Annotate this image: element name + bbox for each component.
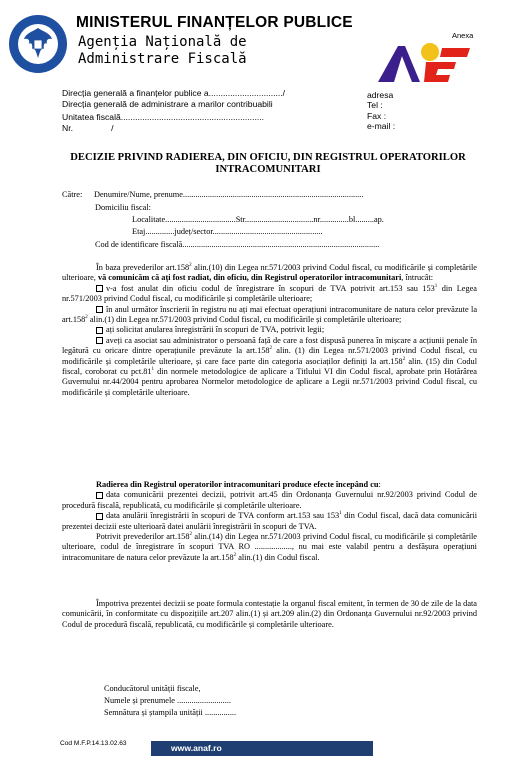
effects-section	[62, 480, 477, 563]
reason-item: aveți ca asociat sau administrator o persoană față de care a fost dispusă punerea în mișcare a acțiunii penale în legătură cu oricare dintre operațiunile prevăzute la art.158$^2$ alin. (1) din Legea nr.571/2003 privind Codul fiscal, cu modificările și completările ulterioare, și care face parte din categoria asociaților definiți la art.158$^2$ alin. (15) din Codul fiscal, coroborat cu $pct.81^1$ din normele metodologice de aplicare a Titlului VI din Codul fiscal, aprobate prin Hotărârea Guvernului nr.44/2004 pentru aprobarea Normelor metodologice de aplicare a Legii nr.571/2003 privind Codul fiscal, cu modificările și completările ulterioare.	[62, 335, 477, 397]
fiscal-unit-line: Unitatea fiscală............................................................	[62, 112, 265, 122]
direction-line-1: Direcția generală a finanțelor publice a.............................../	[62, 88, 286, 98]
website-bar	[151, 741, 373, 756]
contact-phone: Tel :	[367, 100, 383, 110]
agency-name-line1: Agenția Națională de	[78, 34, 247, 50]
annex-label: Anexa	[452, 31, 474, 40]
effect-item: data comunicării prezentei decizii, potrivit art.45 din Ordonanța Guvernului nr.92/2003 privind Codul de procedură fiscală, republicată, cu modificările și completările ulterioare.	[62, 490, 477, 510]
checkbox-icon	[96, 513, 103, 520]
checkbox-icon	[96, 327, 103, 334]
ministry-title: MINISTERUL FINANȚELOR PUBLICE	[76, 14, 353, 31]
effect-item: data anulării înregistrării în scopuri de TVA conform art.153 sau $153^1$ din Codul fiscal, dacă data comunicării prezentei decizii este ulterioară datei anulării înregistrării în scopuri de TVA.	[62, 511, 477, 531]
address-locality-line: Localitate..................................Str.................................nr..............bl.........ap.	[132, 215, 384, 224]
reasons-section	[62, 263, 477, 398]
checkbox-icon	[96, 306, 103, 313]
signature-stamp-line: Semnătura și ștampila unității ...............	[104, 708, 237, 717]
effects-heading: Radierea din Registrul operatorilor intracomunitari produce efecte începând cu:	[96, 480, 381, 489]
direction-line-2: Direcția generală de administrare a marilor contribuabili	[62, 99, 273, 109]
fiscal-domicile-label: Domiciliu fiscal:	[95, 203, 151, 212]
document-title	[62, 152, 474, 176]
recipient-label: Către:	[62, 190, 83, 199]
intro-paragraph: În baza prevederilor art.158$^2$ alin.(10) din Legea nr.571/2003 privind Codul fiscal, cu modificările și completările ulterioare, vă comunicăm că ați fost radiat, din oficiu, din Registrul operatorilor intracomunitari, întrucât:	[62, 263, 477, 283]
contact-fax: Fax :	[367, 111, 387, 121]
contact-address: adresa	[367, 90, 394, 100]
signature-name-line: Numele și prenumele ..........................	[104, 696, 231, 705]
agency-name-line2: Administrare Fiscală	[78, 51, 247, 67]
reason-item: ați solicitat anularea înregistrării în scopuri de TVA, potrivit legii;	[62, 325, 477, 335]
contact-email: e-mail :	[367, 121, 396, 131]
checkbox-icon	[96, 285, 103, 292]
form-code: Cod M.F.P.14.13.02.63	[60, 740, 127, 747]
checkbox-icon	[96, 492, 103, 499]
appeal-section	[62, 599, 477, 630]
anaf-logo	[372, 40, 472, 86]
reason-item: v-a fost anulat din oficiu codul de înregistrare în scopuri de TVA potrivit art.153 sau $153^1$ din Legea nr.571/2003 privind Codul fiscal, cu modificările și completările ulterioare;	[62, 283, 477, 304]
appeal-paragraph: Împotriva prezentei decizii se poate formula contestație la organul fiscal emitent, în termen de 30 de zile de la data comunicării, în conformitate cu dispozițiile art.207 alin.(1) și art.209 alin.(2) din Ordonanța Guvernului nr.92/2003 privind Codul de procedură fiscală, republicată, cu modificările și completările ulterioare.	[62, 599, 477, 629]
fiscal-id-line: Cod de identificare fiscală...............................................................................................	[95, 240, 380, 249]
website-link[interactable]: www.anaf.ro	[171, 743, 222, 753]
ministry-seal	[8, 14, 68, 74]
tva-code-paragraph: Potrivit prevederilor art.158$^2$ alin.(14) din Legea nr.571/2003 privind Codul fiscal, cu modificările și completările ulterioare, codul de înregistrare în scopuri TVA RO .................., nu mai este valabil pentru a desfășura operațiuni intracomunitare de natura celor prevăzute la art.158$^2$ alin.(1) din Codul fiscal.	[62, 532, 477, 562]
recipient-name-line: Denumire/Nume, prenume.......................................................................................	[94, 190, 364, 199]
document-number-line: Nr. /	[62, 123, 114, 133]
address-floor-line: Etaj..............județ/sector.....................................................	[132, 227, 323, 236]
reason-item: în anul următor înscrierii în registru nu ați mai efectuat operațiuni intracomunitare de natura celor prevăzute la art.158$^2$ alin.(1) din Legea nr.571/2003 privind Codul fiscal, cu modificările și completările ulterioare;	[62, 304, 477, 325]
checkbox-icon	[96, 337, 103, 344]
document-title-line-1: DECIZIE PRIVIND RADIEREA, DIN OFICIU, DIN REGISTRUL OPERATORILOR	[70, 152, 466, 163]
document-title-line-2: INTRACOMUNITARI	[215, 164, 321, 175]
signature-head-label: Conducătorul unității fiscale,	[104, 684, 201, 693]
